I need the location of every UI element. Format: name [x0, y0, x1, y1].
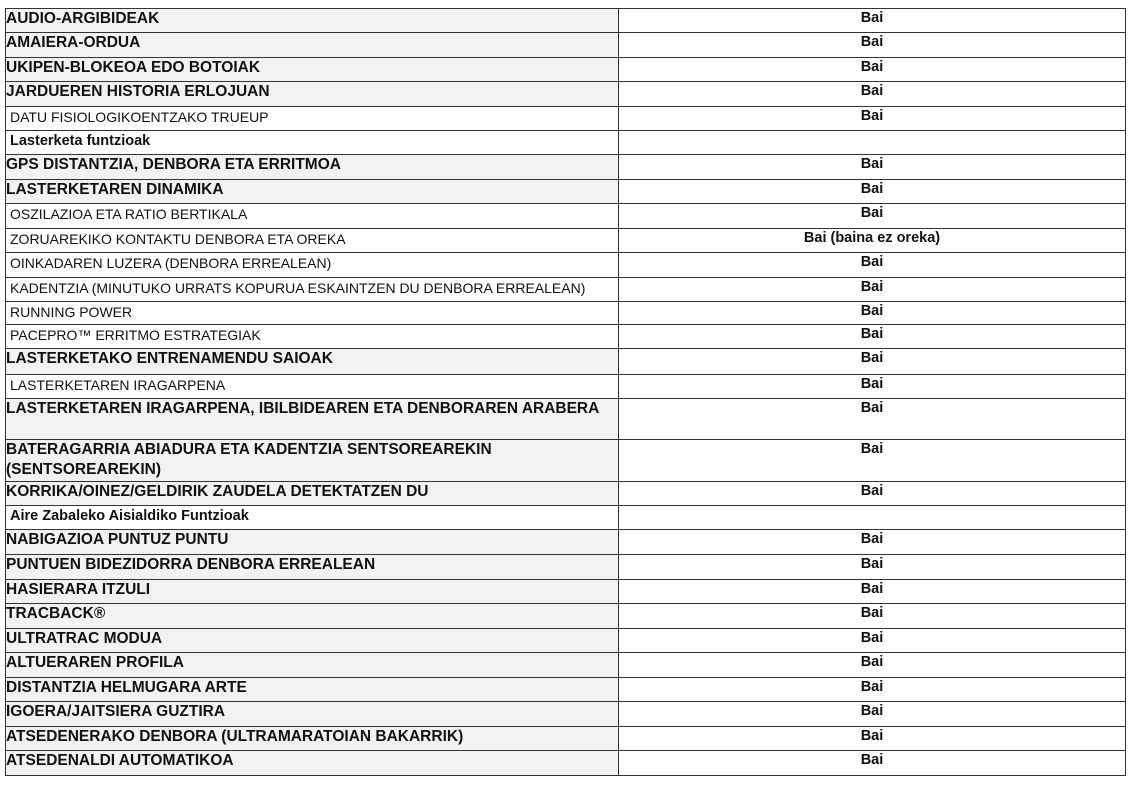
feature-value: Bai [619, 58, 1126, 82]
feature-name: ATSEDENALDI AUTOMATIKOA [6, 751, 619, 776]
feature-value: Bai [619, 9, 1126, 33]
table-row [6, 302, 1126, 325]
feature-name: DATU FISIOLOGIKOENTZAKO TRUEUP [6, 107, 619, 131]
feature-name: ATSEDENERAKO DENBORA (ULTRAMARATOIAN BAKARRIK) [6, 727, 619, 751]
table-row [6, 9, 1126, 33]
table-row [6, 229, 1126, 253]
feature-name: NABIGAZIOA PUNTUZ PUNTU [6, 530, 619, 555]
feature-name: ALTUERAREN PROFILA [6, 653, 619, 678]
feature-name: GPS DISTANTZIA, DENBORA ETA ERRITMOA [6, 155, 619, 180]
feature-value: Bai [619, 180, 1126, 204]
feature-value: Bai [619, 302, 1126, 325]
feature-name: HASIERARA ITZULI [6, 580, 619, 604]
feature-name: JARDUEREN HISTORIA ERLOJUAN [6, 82, 619, 107]
section-heading: Aire Zabaleko Aisialdiko Funtzioak [6, 506, 619, 530]
feature-value: Bai [619, 325, 1126, 349]
feature-value: Bai [619, 155, 1126, 180]
feature-value: Bai [619, 482, 1126, 506]
feature-value: Bai [619, 580, 1126, 604]
feature-value: Bai [619, 629, 1126, 653]
table-row [6, 555, 1126, 580]
table-row [6, 204, 1126, 229]
table-row [6, 180, 1126, 204]
table-row [6, 506, 1126, 530]
feature-name: BATERAGARRIA ABIADURA ETA KADENTZIA SENTSOREAREKIN (SENTSOREAREKIN) [6, 440, 619, 482]
feature-value: Bai [619, 399, 1126, 440]
table-row [6, 702, 1126, 727]
feature-name: IGOERA/JAITSIERA GUZTIRA [6, 702, 619, 727]
table-row [6, 653, 1126, 678]
feature-name: LASTERKETAREN IRAGARPENA, IBILBIDEAREN ETA DENBORAREN ARABERA [6, 399, 619, 440]
feature-name: OINKADAREN LUZERA (DENBORA ERREALEAN) [6, 253, 619, 278]
table-row [6, 131, 1126, 155]
table-row [6, 751, 1126, 776]
table-row [6, 325, 1126, 349]
feature-value: Bai [619, 82, 1126, 107]
table-row [6, 82, 1126, 107]
feature-value: Bai [619, 653, 1126, 678]
table-row [6, 678, 1126, 702]
table-row [6, 399, 1126, 440]
feature-value: Bai [619, 349, 1126, 375]
feature-value: Bai [619, 727, 1126, 751]
feature-value: Bai [619, 33, 1126, 58]
feature-value: Bai [619, 278, 1126, 302]
table-row [6, 155, 1126, 180]
feature-value: Bai [619, 604, 1126, 629]
feature-name: LASTERKETAKO ENTRENAMENDU SAIOAK [6, 349, 619, 375]
feature-name: KORRIKA/OINEZ/GELDIRIK ZAUDELA DETEKTATZEN DU [6, 482, 619, 506]
feature-name: KADENTZIA (MINUTUKO URRATS KOPURUA ESKAINTZEN DU DENBORA ERREALEAN) [6, 278, 619, 302]
feature-name: OSZILAZIOA ETA RATIO BERTIKALA [6, 204, 619, 229]
table-row [6, 278, 1126, 302]
feature-name: AUDIO-ARGIBIDEAK [6, 9, 619, 33]
table-row [6, 604, 1126, 629]
feature-name: LASTERKETAREN DINAMIKA [6, 180, 619, 204]
feature-name: ZORUAREKIKO KONTAKTU DENBORA ETA OREKA [6, 229, 619, 253]
feature-value: Bai (baina ez oreka) [619, 229, 1126, 253]
table-row [6, 58, 1126, 82]
table-row [6, 727, 1126, 751]
feature-name: PUNTUEN BIDEZIDORRA DENBORA ERREALEAN [6, 555, 619, 580]
feature-value: Bai [619, 204, 1126, 229]
feature-table [5, 8, 1126, 776]
feature-name: PACEPRO™ ERRITMO ESTRATEGIAK [6, 325, 619, 349]
feature-value: Bai [619, 702, 1126, 727]
table-row [6, 629, 1126, 653]
feature-table-body [6, 9, 1126, 776]
table-row [6, 580, 1126, 604]
table-row [6, 375, 1126, 399]
feature-name: AMAIERA-ORDUA [6, 33, 619, 58]
table-row [6, 349, 1126, 375]
feature-name: TRACBACK® [6, 604, 619, 629]
feature-value: Bai [619, 253, 1126, 278]
table-row [6, 107, 1126, 131]
feature-name: UKIPEN-BLOKEOA EDO BOTOIAK [6, 58, 619, 82]
table-row [6, 440, 1126, 482]
feature-value: Bai [619, 678, 1126, 702]
table-row [6, 33, 1126, 58]
table-row [6, 253, 1126, 278]
feature-name: DISTANTZIA HELMUGARA ARTE [6, 678, 619, 702]
feature-value [619, 131, 1126, 155]
section-heading: Lasterketa funtzioak [6, 131, 619, 155]
feature-value [619, 506, 1126, 530]
table-row [6, 482, 1126, 506]
feature-name: ULTRATRAC MODUA [6, 629, 619, 653]
feature-name: LASTERKETAREN IRAGARPENA [6, 375, 619, 399]
table-row [6, 530, 1126, 555]
feature-value: Bai [619, 375, 1126, 399]
feature-value: Bai [619, 530, 1126, 555]
feature-value: Bai [619, 751, 1126, 776]
feature-value: Bai [619, 107, 1126, 131]
feature-name: RUNNING POWER [6, 302, 619, 325]
feature-value: Bai [619, 440, 1126, 482]
feature-value: Bai [619, 555, 1126, 580]
